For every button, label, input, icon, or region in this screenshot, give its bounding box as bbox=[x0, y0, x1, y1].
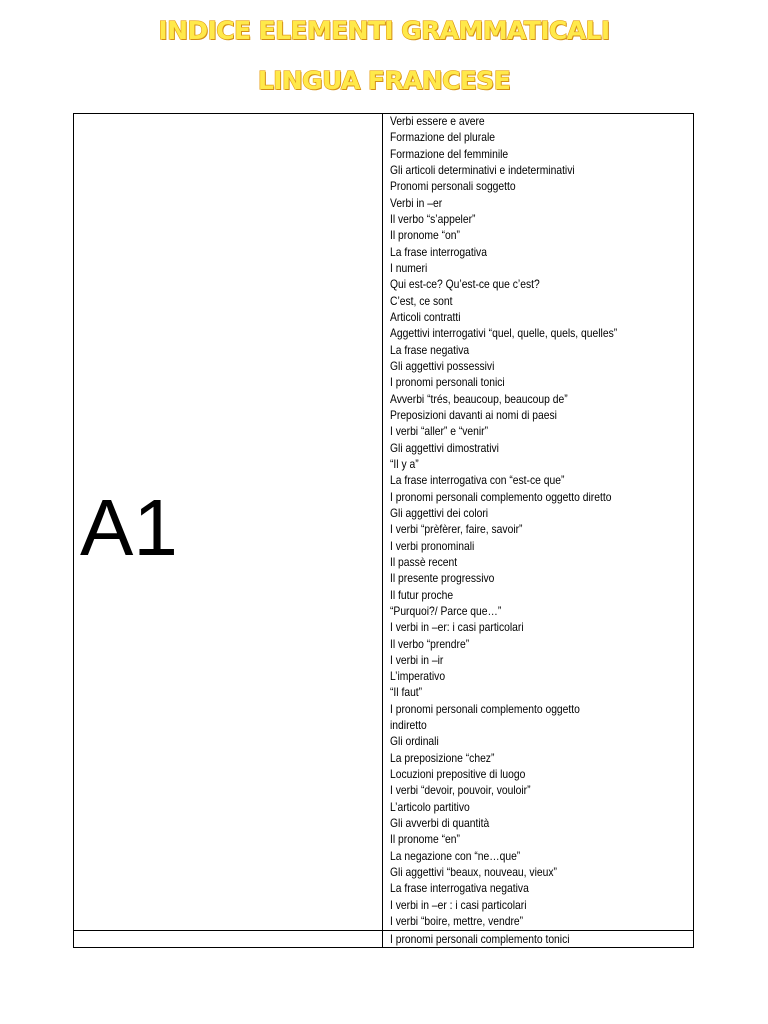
topic-item: Articoli contratti bbox=[390, 309, 461, 324]
topic-item: La frase interrogativa negativa bbox=[390, 881, 529, 896]
topic-item: Gli aggettivi dimostrativi bbox=[390, 440, 499, 455]
document-subtitle: LINGUA FRANCESE bbox=[257, 66, 511, 95]
topic-item: Preposizioni davanti ai nomi di paesi bbox=[390, 407, 557, 422]
topic-item: La frase interrogativa bbox=[390, 244, 487, 259]
topic-item: Il pronome “on” bbox=[390, 228, 460, 243]
topic-item: I verbi “aller” e “venir” bbox=[390, 424, 489, 439]
topic-item: Gli aggettivi dei colori bbox=[390, 505, 489, 520]
topic-item: “Purquoi?/ Parce que…” bbox=[390, 603, 502, 618]
last-row-topic: I pronomi personali complemento tonici bbox=[390, 932, 570, 946]
topic-item: I verbi “boire, mettre, vendre” bbox=[390, 914, 524, 929]
topic-item: I numeri bbox=[390, 260, 428, 275]
topic-item: indiretto bbox=[390, 718, 427, 733]
topic-item: La negazione con “ne…que” bbox=[390, 848, 521, 863]
topic-item: Il verbo “s’appeler” bbox=[390, 211, 476, 226]
topic-item: Formazione del femminile bbox=[390, 146, 509, 161]
topic-item: “Il y a” bbox=[390, 456, 419, 471]
topic-item: L’articolo partitivo bbox=[390, 799, 470, 814]
topic-item: I verbi in –er: i casi particolari bbox=[390, 620, 524, 635]
topic-item: I pronomi personali tonici bbox=[390, 375, 505, 390]
topic-item: La frase negativa bbox=[390, 342, 470, 357]
topic-item: Gli ordinali bbox=[390, 734, 439, 749]
level-label: A1 bbox=[80, 483, 178, 572]
topic-item: Gli articoli determinativi e indeterminativi bbox=[390, 162, 575, 177]
topic-item: Il passè recent bbox=[390, 554, 458, 569]
topic-item: Il futur proche bbox=[390, 587, 454, 602]
topic-item: Il pronome “en” bbox=[390, 832, 460, 847]
topic-item: Verbi in –er bbox=[390, 195, 443, 210]
topic-item: I pronomi personali complemento oggetto diretto bbox=[390, 489, 612, 504]
topic-item: Il verbo “prendre” bbox=[390, 636, 470, 651]
topic-item: Verbi essere e avere bbox=[390, 114, 485, 128]
topic-item: “Il faut” bbox=[390, 685, 423, 700]
topic-item: La frase interrogativa con “est-ce que” bbox=[390, 473, 565, 488]
topic-item: Qui est-ce? Qu’est-ce que c’est? bbox=[390, 277, 540, 292]
topic-item: I verbi pronominali bbox=[390, 538, 475, 553]
topic-item: Aggettivi interrogativi “quel, quelle, quels, quelles” bbox=[390, 326, 618, 341]
table-row-divider bbox=[73, 930, 694, 931]
topic-item: I verbi “prèfèrer, faire, savoir” bbox=[390, 522, 523, 537]
topic-item: Gli aggettivi “beaux, nouveau, vieux” bbox=[390, 865, 557, 880]
document-title: INDICE ELEMENTI GRAMMATICALI bbox=[158, 16, 610, 45]
topic-item: Il presente progressivo bbox=[390, 571, 495, 586]
topic-item: Locuzioni prepositive di luogo bbox=[390, 767, 526, 782]
table-column-divider bbox=[382, 113, 383, 948]
topic-item: Avverbi “trés, beaucoup, beaucoup de” bbox=[390, 391, 568, 406]
topic-item: I verbi in –er : i casi particolari bbox=[390, 897, 527, 912]
topic-item: Gli aggettivi possessivi bbox=[390, 358, 495, 373]
topic-item: La preposizione “chez” bbox=[390, 750, 495, 765]
topic-item: Gli avverbi di quantità bbox=[390, 816, 490, 831]
topic-item: I verbi in –ir bbox=[390, 652, 444, 667]
topic-item: L’imperativo bbox=[390, 669, 446, 684]
topic-item: Pronomi personali soggetto bbox=[390, 179, 516, 194]
topic-item: I pronomi personali complemento oggetto bbox=[390, 701, 580, 716]
topic-list bbox=[390, 113, 654, 929]
topic-item: Formazione del plurale bbox=[390, 130, 495, 145]
topic-item: C’est, ce sont bbox=[390, 293, 453, 308]
topic-item: I verbi “devoir, pouvoir, vouloir” bbox=[390, 783, 531, 798]
